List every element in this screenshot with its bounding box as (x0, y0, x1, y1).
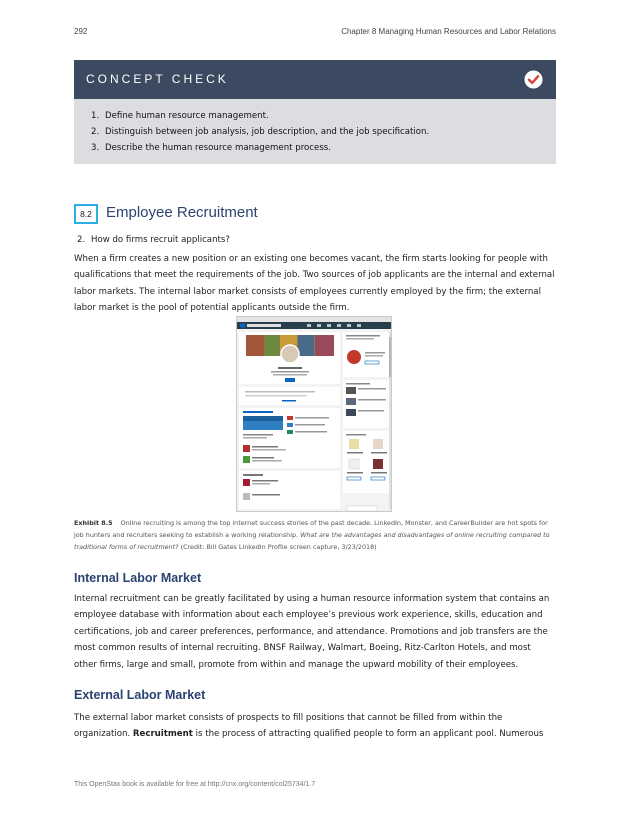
paragraph-text: is the process of attracting qualified people to form an applicant pool. Numerous (192, 729, 544, 740)
page-number: 292 (74, 27, 88, 36)
checkmark-icon (524, 70, 543, 89)
key-term-recruitment: Recruitment (132, 729, 193, 740)
exhibit-question: What are the advantages and disadvantages of online recruiting compared to traditional forms of recruitment? (74, 531, 550, 551)
section-number-badge: 8.2 (74, 204, 98, 224)
concept-check-title: CONCEPT CHECK (86, 72, 229, 86)
list-number: 3. (91, 143, 100, 153)
list-number: 2. (91, 127, 100, 137)
page-header (74, 27, 556, 39)
exhibit-caption (74, 517, 556, 553)
exhibit-credit: (Credit: Bill Gates LinkedIn Profile screen capture, 3/23/2018) (180, 543, 377, 551)
subheading-external-labor-market: External Labor Market (74, 688, 206, 702)
concept-check-box (74, 60, 556, 164)
body-paragraph: Internal recruitment can be greatly facilitated by using a human resource information system that contains an employee database with information about each employee’s previous work experience, skills, education and certifications, job and career preferences, performance, and attendance. Promotions and job transfers are the most common results of internal recruiting. BNSF Railway, Walmart, Boeing, Ritz-Carlton Hotels, and most other firms, large and small, promote from within and manage the upward mobility of their employees. (74, 594, 550, 670)
paragraph-text: The external labor market consists of prospects to fill positions that cannot be filled from within the organization. (74, 713, 503, 740)
concept-check-header (74, 60, 556, 99)
concept-check-item (91, 108, 556, 124)
objective-number: 2. (77, 235, 86, 245)
exhibit-label: Exhibit 8.5 (74, 519, 113, 527)
body-paragraph: When a firm creates a new position or an existing one becomes vacant, the firm starts looking for people with qualifications that meet the requirements of the job. Two sources of job applicants are the internal and external labor markets. The internal labor market consists of employees currently employed by the firm; the external labor market is the pool of potential applicants outside the firm. (74, 254, 555, 314)
exhibit-text: Online recruiting is among the top internet success stories of the past decade. LinkedIn, Monster, and CareerBuilder are hot spots for job hunters and recruiters seeking to establish a working relationship. (74, 519, 548, 539)
list-number: 1. (91, 111, 100, 121)
concept-check-list (74, 99, 556, 156)
chapter-title: Chapter 8 Managing Human Resources and Labor Relations (341, 27, 556, 36)
subheading-internal-labor-market: Internal Labor Market (74, 571, 202, 585)
concept-check-text: Distinguish between job analysis, job description, and the job specification. (105, 127, 430, 137)
objective-text: How do firms recruit applicants? (91, 235, 230, 245)
section-title: Employee Recruitment (106, 204, 258, 221)
linkedin-screenshot-illustration (237, 317, 392, 512)
exhibit-image-linkedin-profile (236, 316, 392, 512)
body-paragraph (74, 710, 556, 743)
concept-check-item (91, 140, 556, 156)
concept-check-item (91, 124, 556, 140)
page-footer: This OpenStax book is available for free at http://cnx.org/content/col25734/1.7 (74, 781, 316, 788)
learning-objective (77, 235, 230, 245)
concept-check-text: Describe the human resource management process. (105, 143, 332, 153)
concept-check-text: Define human resource management. (105, 111, 269, 121)
